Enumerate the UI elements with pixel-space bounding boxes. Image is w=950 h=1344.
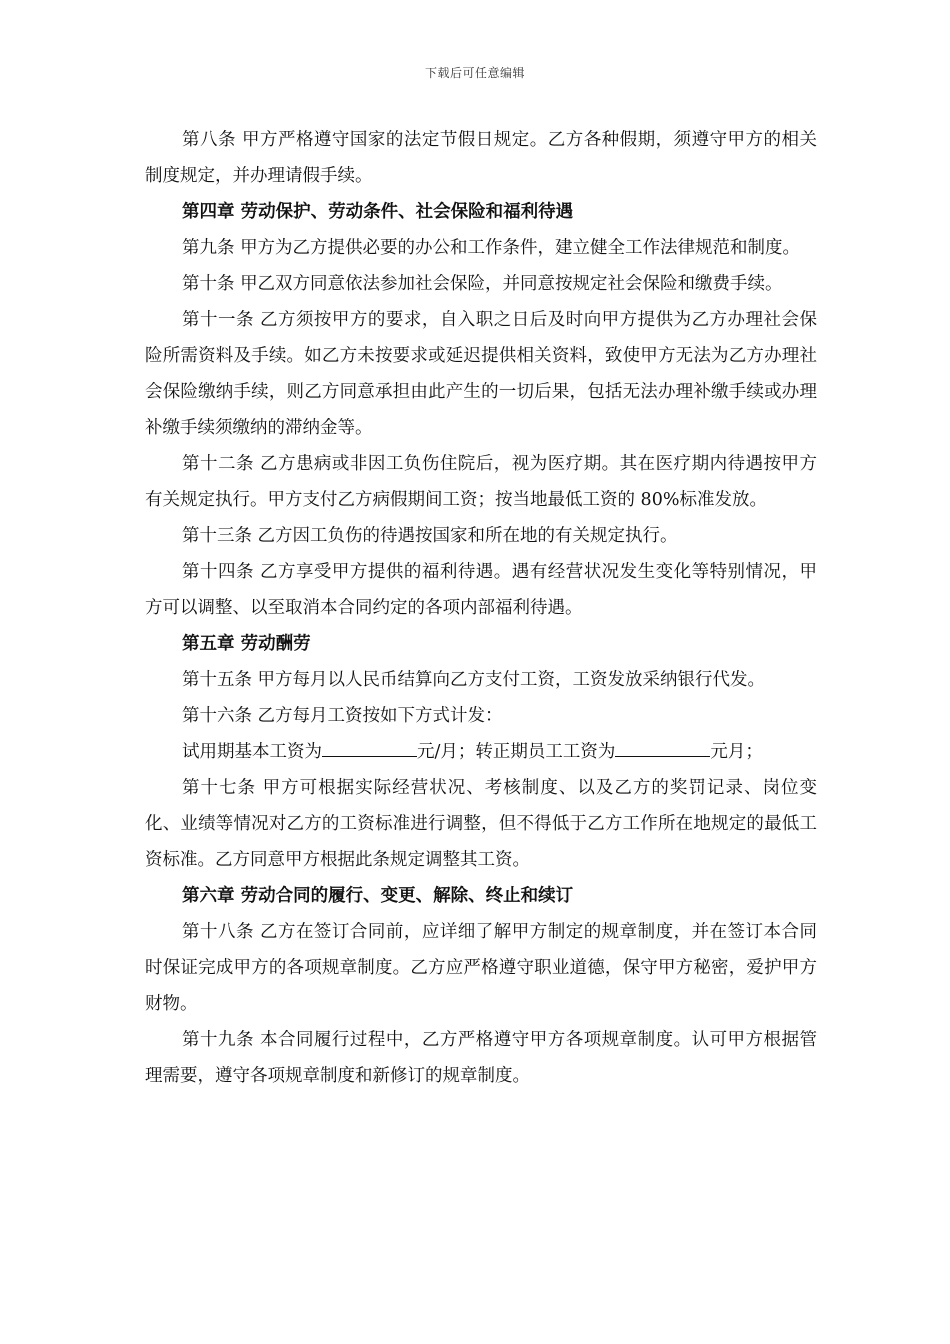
article-11: 第十一条 乙方须按甲方的要求，自入职之日后及时向甲方提供为乙方办理社会保险所需资料及手续。如乙方未按要求或延迟提供相关资料，致使甲方无法为乙方办理社会保险缴纳手续，则乙方同意承担由此产生的一切后果，包括无法办理补缴手续或办理补缴手续须缴纳的滞纳金等。 xyxy=(145,310,817,438)
article-19: 第十九条 本合同履行过程中，乙方严格遵守甲方各项规章制度。认可甲方根据管理需要，遵守各项规章制度和新修订的规章制度。 xyxy=(145,1030,817,1086)
article-15: 第十五条 甲方每月以人民币结算向乙方支付工资，工资发放采纳银行代发。 xyxy=(182,670,766,690)
salary-regular-blank[interactable] xyxy=(615,736,710,757)
article-12: 第十二条 乙方患病或非因工负伤住院后，视为医疗期。其在医疗期内待遇按甲方有关规定执行。甲方支付乙方病假期间工资；按当地最低工资的 80%标准发放。 xyxy=(145,454,817,510)
article-16: 第十六条 乙方每月工资按如下方式计发： xyxy=(182,706,503,726)
chapter-5-heading: 第五章 劳动酬劳 xyxy=(182,634,311,654)
page-header: 下载后可任意编辑 xyxy=(424,66,525,80)
salary-trial-label: 试用期基本工资为 xyxy=(182,742,322,762)
article-17: 第十七条 甲方可根据实际经营状况、考核制度、以及乙方的奖罚记录、岗位变化、业绩等情况对乙方的工资标准进行调整，但不得低于乙方工作所在地规定的最低工资标准。乙方同意甲方根据此条规定调整其工资。 xyxy=(145,778,817,870)
document-body xyxy=(145,122,817,1094)
article-9: 第九条 甲方为乙方提供必要的办公和工作条件，建立健全工作法律规范和制度。 xyxy=(182,238,801,258)
article-10: 第十条 甲乙双方同意依法参加社会保险，并同意按规定社会保险和缴费手续。 xyxy=(182,274,783,294)
article-18: 第十八条 乙方在签订合同前，应详细了解甲方制定的规章制度，并在签订本合同时保证完成甲方的各项规章制度。乙方应严格遵守职业道德，保守甲方秘密，爱护甲方财物。 xyxy=(145,922,817,1014)
article-13: 第十三条 乙方因工负伤的待遇按国家和所在地的有关规定执行。 xyxy=(182,526,678,546)
salary-trial-blank[interactable] xyxy=(322,736,417,757)
chapter-6-heading: 第六章 劳动合同的履行、变更、解除、终止和续订 xyxy=(182,886,574,906)
salary-regular-label: 元/月；转正期员工工资为 xyxy=(417,742,616,762)
salary-unit-label: 元月； xyxy=(710,742,763,762)
article-8: 第八条 甲方严格遵守国家的法定节假日规定。乙方各种假期，须遵守甲方的相关制度规定，并办理请假手续。 xyxy=(145,130,817,186)
chapter-4-heading: 第四章 劳动保护、劳动条件、社会保险和福利待遇 xyxy=(182,202,574,222)
article-14: 第十四条 乙方享受甲方提供的福利待遇。遇有经营状况发生变化等特别情况，甲方可以调整、以至取消本合同约定的各项内部福利待遇。 xyxy=(145,562,817,618)
salary-line xyxy=(145,734,817,770)
